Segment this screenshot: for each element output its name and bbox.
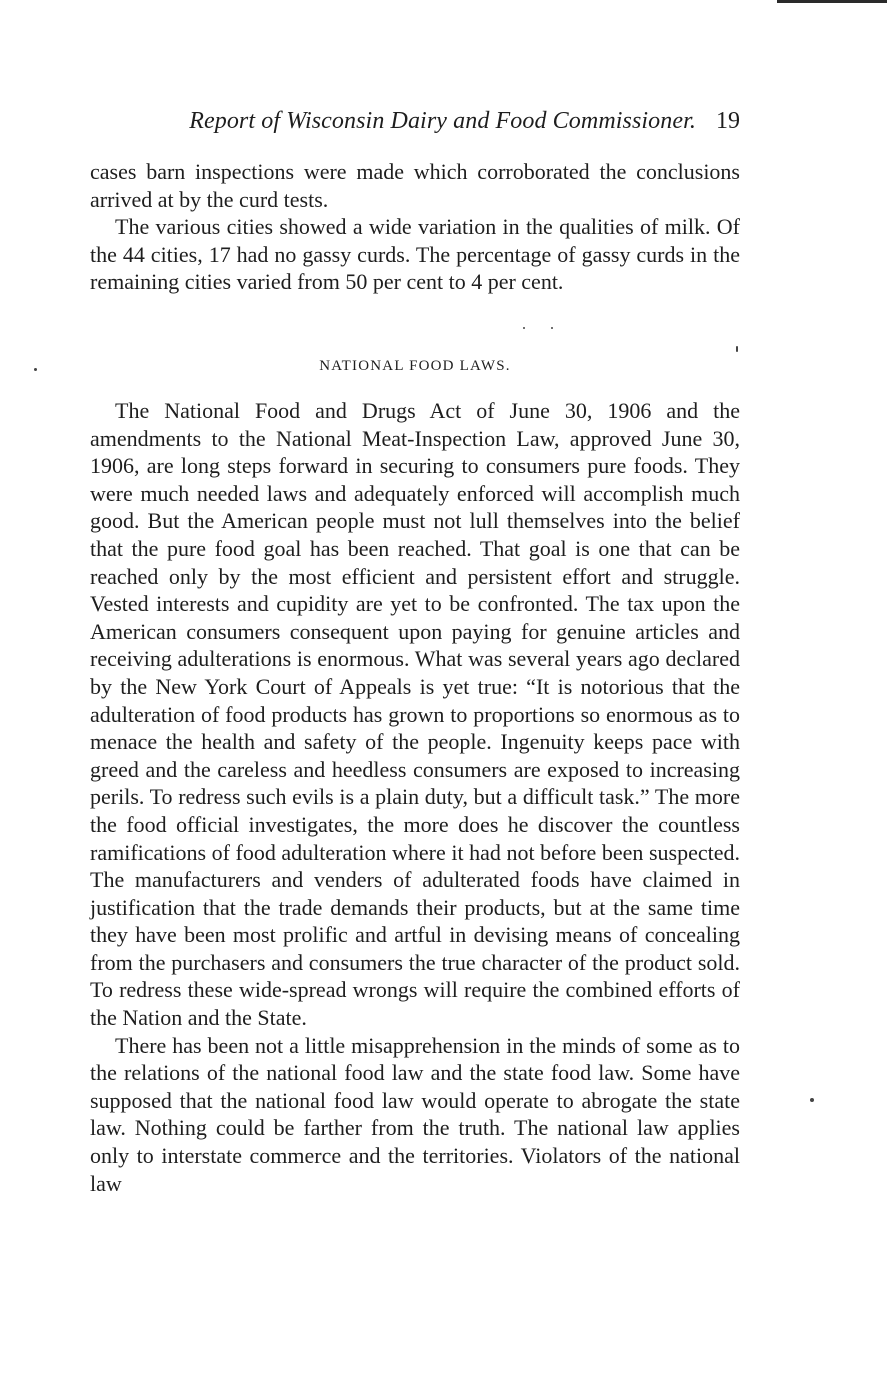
page-number: 19 <box>716 108 740 134</box>
scan-speck <box>736 346 738 352</box>
running-head <box>90 108 740 144</box>
section-heading: NATIONAL FOOD LAWS. <box>319 358 511 374</box>
running-title: Report of Wisconsin Dairy and Food Commissioner. <box>189 108 696 134</box>
scan-speck <box>523 327 525 329</box>
paragraph: cases barn inspections were made which corroborated the conclusions arrived at by the curd tests. <box>90 159 740 212</box>
continued-text-block <box>90 158 740 296</box>
scan-speck <box>810 1098 814 1102</box>
paragraph: The various cities showed a wide variation in the qualities of milk. Of the 44 cities, 17 had no gassy curds. The percentage of gassy curds in the remaining cities varied from 50 per cent to 4 per cent. <box>90 214 740 295</box>
paragraph: The National Food and Drugs Act of June 30, 1906 and the amendments to the National Meat-Inspection Law, approved June 30, 1906, are long steps forward in securing to consumers pure foods. They were much needed laws and adequately enforced will accomplish much good. But the American people must not lull themselves into the belief that the pure food goal has been reached. That goal is one that can be reached only by the most efficient and persistent effort and struggle. Vested interests and cupidity are yet to be confronted. The tax upon the American consumers consequent upon paying for genuine articles and receiving adulterations is enormous. What was several years ago declared by the New York Court of Appeals is yet true: “It is notorious that the adulteration of food products has grown to proportions so enormous as to menace the health and safety of the people. Ingenuity keeps pace with greed and the careless and heedless consumers are exposed to increasing perils. To redress such evils is a plain duty, but a difficult task.” The more the food official investigates, the more does he discover the countless ramifications of food adulteration where it had not before been suspected. The manufacturers and venders of adulterated foods have claimed in justification that the trade demands their products, but at the same time they have been most prolific and artful in devising means of concealing from the purchasers and consumers the true character of the product sold. To redress these wide-spread wrongs will require the combined efforts of the Nation and the State. <box>90 398 740 1031</box>
page-edge-rule <box>777 0 887 3</box>
section-text-block <box>90 397 740 1197</box>
scan-speck <box>34 368 37 371</box>
paragraph: There has been not a little misapprehension in the minds of some as to the relations of the national food law and the state food law. Some have supposed that the national food law would operate to abrogate the state law. Nothing could be farther from the truth. The national law applies only to interstate commerce and the territories. Violators of the national law <box>90 1032 740 1196</box>
scan-speck <box>551 327 553 329</box>
